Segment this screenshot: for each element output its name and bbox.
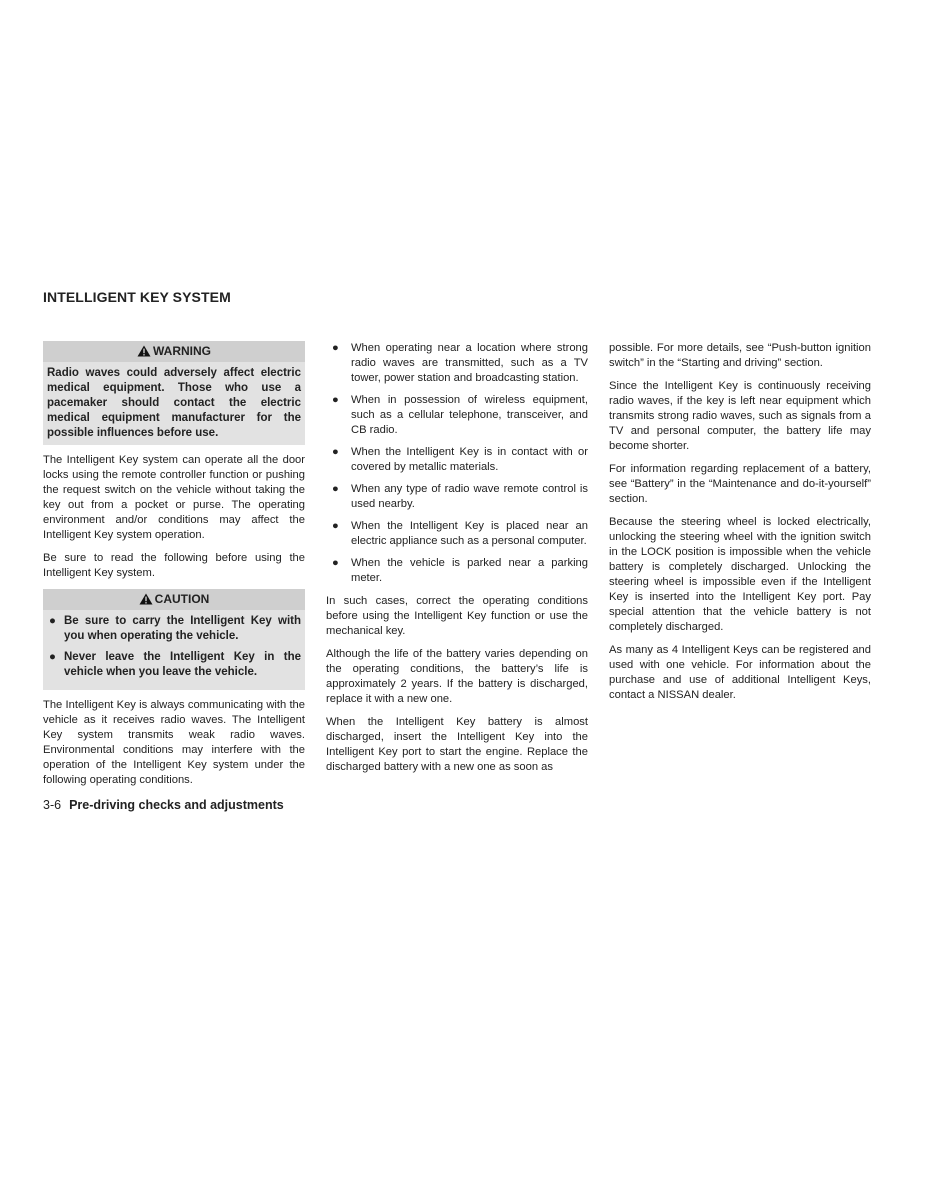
list-item <box>326 482 588 512</box>
list-item <box>326 341 588 386</box>
bullet-icon: ● <box>332 446 339 458</box>
warning-triangle-icon <box>139 593 153 605</box>
paragraph: When the Intelligent Key battery is almost discharged, insert the Intelligent Key into the Intelligent Key port to start the engine. Replace the discharged battery with a new one as soon as <box>326 716 588 773</box>
paragraph: Be sure to read the following before using the Intelligent Key system. <box>43 552 305 579</box>
bullet-icon: ● <box>49 615 56 627</box>
bullet-icon: ● <box>332 557 339 569</box>
section-title: INTELLIGENT KEY SYSTEM <box>43 289 231 305</box>
column-2 <box>326 341 588 783</box>
list-item-text: When the Intelligent Key is in contact with or covered by metallic materials. <box>351 446 588 473</box>
paragraph: possible. For more details, see “Push-button ignition switch” in the “Starting and driving” section. <box>609 342 871 369</box>
caution-header <box>43 589 305 610</box>
caution-item-text: Never leave the Intelligent Key in the vehicle when you leave the vehicle. <box>64 651 301 678</box>
caution-item <box>47 614 301 644</box>
warning-text: Radio waves could adversely affect electric medical equipment. Those who use a pacemaker should contact the electric medical equipment manufacturer for the possible influences before use. <box>47 367 301 439</box>
bullet-icon: ● <box>332 342 339 354</box>
list-item <box>326 519 588 549</box>
condition-list <box>326 341 588 586</box>
caution-item-text: Be sure to carry the Intelligent Key with you when operating the vehicle. <box>64 615 301 642</box>
list-item <box>326 445 588 475</box>
warning-header <box>43 341 305 362</box>
caution-title: CAUTION <box>154 592 210 606</box>
caution-body <box>43 610 305 690</box>
caution-item <box>47 650 301 680</box>
bullet-icon: ● <box>332 520 339 532</box>
warning-title: WARNING <box>153 344 211 358</box>
chapter-title: Pre-driving checks and adjustments <box>69 798 284 812</box>
warning-triangle-icon <box>137 345 151 357</box>
page-number: 3-6 <box>43 798 62 812</box>
paragraph: Since the Intelligent Key is continuously receiving radio waves, if the key is left near equipment which transmits strong radio waves, such as signals from a TV and personal computer, the battery life may become shorter. <box>609 380 871 452</box>
caution-list <box>47 614 301 680</box>
warning-box <box>43 341 305 445</box>
paragraph: Although the life of the battery varies depending on the operating conditions, the battery’s life is approximately 2 years. If the battery is discharged, replace it with a new one. <box>326 648 588 705</box>
bullet-icon: ● <box>332 394 339 406</box>
bullet-icon: ● <box>49 651 56 663</box>
list-item-text: When the Intelligent Key is placed near an electric appliance such as a personal computer. <box>351 520 588 547</box>
list-item <box>326 556 588 586</box>
caution-box <box>43 589 305 690</box>
paragraph: The Intelligent Key is always communicating with the vehicle as it receives radio waves. The Intelligent Key system transmits weak radio waves. Environmental conditions may interfere with the operation of the Intelligent Key system under the following operating conditions. <box>43 699 305 786</box>
list-item-text: When operating near a location where strong radio waves are transmitted, such as a TV tower, power station and broadcasting station. <box>351 342 588 384</box>
list-item-text: When in possession of wireless equipment, such as a cellular telephone, transceiver, and CB radio. <box>351 394 588 436</box>
paragraph: The Intelligent Key system can operate all the door locks using the remote controller function or pushing the request switch on the vehicle without taking the key out from a pocket or purse. The operating environment and/or conditions may affect the Intelligent Key system operation. <box>43 454 305 541</box>
list-item-text: When any type of radio wave remote control is used nearby. <box>351 483 588 510</box>
paragraph: Because the steering wheel is locked electrically, unlocking the steering wheel with the ignition switch in the LOCK position is impossible when the vehicle battery is completely discharged. Unlocking the steering wheel is impossible even if the Intelligent Key is inserted into the Intelligent Key port. Pay special attention that the vehicle battery is not completely discharged. <box>609 516 871 633</box>
paragraph: As many as 4 Intelligent Keys can be registered and used with one vehicle. For information about the purchase and use of additional Intelligent Keys, contact a NISSAN dealer. <box>609 644 871 701</box>
column-3 <box>609 341 871 711</box>
list-item <box>326 393 588 438</box>
paragraph: In such cases, correct the operating conditions before using the Intelligent Key function or use the mechanical key. <box>326 595 588 637</box>
column-1 <box>43 341 305 796</box>
paragraph: For information regarding replacement of a battery, see “Battery” in the “Maintenance and do-it-yourself” section. <box>609 463 871 505</box>
bullet-icon: ● <box>332 483 339 495</box>
list-item-text: When the vehicle is parked near a parking meter. <box>351 557 588 584</box>
page-footer <box>43 798 284 812</box>
